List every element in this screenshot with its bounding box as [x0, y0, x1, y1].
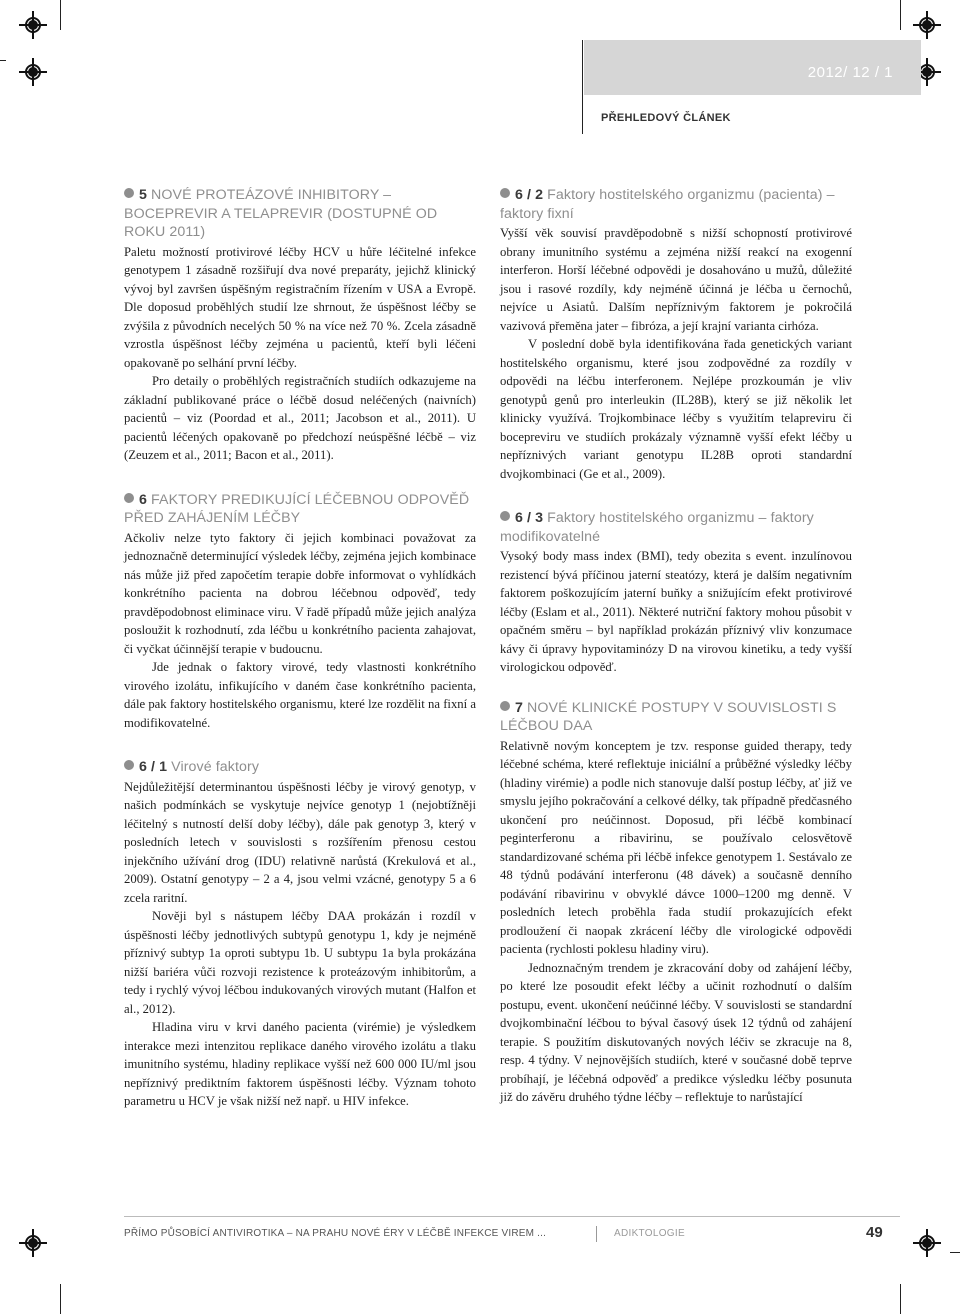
- bullet-icon: [500, 188, 510, 198]
- paragraph: Hladina viru v krvi daného pacienta (virémie) je výsledkem interakce mezi intenzitou replikace daného virového izolátu a tlaku imunitního systému, hladiny replikace vyšší než 600 000 IU/ml jsou nepříznivý prediktním faktorem úspěšnosti léčby. Význam tohoto parametru u HCV je však nižší než např. u HIV infekce.: [124, 1020, 476, 1108]
- section-title: Faktory hostitelského organizmu (pacienta) – faktory fixní: [500, 187, 835, 222]
- registration-mark-right-lower: [913, 1229, 941, 1257]
- crop-mark: [950, 1252, 960, 1253]
- section-label: PŘEHLEDOVÝ ČLÁNEK: [601, 112, 731, 124]
- section-title: NOVÉ KLINICKÉ POSTUPY V SOUVISLOSTI S LÉČBOU DAA: [500, 699, 837, 734]
- section-title: NOVÉ PROTEÁZOVÉ INHIBITORY – BOCEPREVIR A TELAPREVIR (DOSTUPNÉ OD ROKU 2011): [124, 187, 438, 240]
- paragraph: Pro detaily o proběhlých registračních studiích odkazujeme na základní publikované práce o léčbě dosud neléčených (naivních) pacientů – viz (Poordad et al., 2011; Jacobson et al., 2011). U pacientů léčených opakovaně po předchozí neúspěšné léčbě – viz (Zeuzem et al., 2011; Bacon et al., 2011).: [124, 374, 476, 462]
- crop-mark: [582, 40, 583, 134]
- section-title: FAKTORY PREDIKUJÍCÍ LÉČEBNOU ODPOVĚĎ PŘED ZAHÁJENÍM LÉČBY: [124, 491, 470, 526]
- registration-mark-left-lower: [19, 1229, 47, 1257]
- section-7: [500, 699, 852, 1107]
- section-number: 6 / 1: [139, 759, 168, 775]
- page-number: 49: [866, 1224, 883, 1241]
- crop-mark: [900, 1284, 901, 1314]
- section-title: Virové faktory: [171, 759, 260, 775]
- subsection-heading: [124, 758, 476, 777]
- paragraph: Relativně novým konceptem je tzv. response guided therapy, tedy léčebné schéma, které reflektuje iniciální a průběžné výsledky léčby (hladiny virémie) a podle nich stanovuje další postup léčby, ať již ve smyslu jejího pokračování a celkové délky, tak případně předčasného ukončení pro neúčinnost. Doposud, při léčbě kombinací peginterferonu a ribavirinu, se používalo celosvětově standardizované schéma při léčbě infekce genotypem 1. Sestávalo ze 48 týdnů podávání interferonu (48 dávek) a současně denního podávání ribavirinu v obvyklé dávce 1000–1200 mg denně. V posledních letech proběhla řada studií prokazujících efekt prodloužení či naopak zkrácení léčby dle virologické odpovědi pacienta (rychlosti poklesu hladiny viru).: [500, 738, 852, 956]
- paragraph: Vyšší věk souvisí pravděpodobně s nižší schopností protivirové obrany imunitního systému a zejména nižší reakcí na exogenní interferon. Horší léčebné odpovědi je dosahováno u mužů, důležité jsou i rasové rozdíly, kdy nejméně účinná je léčba u černochů, nejvíce u Asiatů. Dalším nepříznivým faktorem je pokročilá vazivová přeměna jater – fibróza, a její krajní varianta cirhóza.: [500, 226, 852, 333]
- section-5: [124, 186, 476, 465]
- paragraph: Jednoznačným trendem je zkracování doby od zahájení léčby, po které lze posoudit efekt léčby a učinit rozhodnutí o dalším postupu, event. ukončení neúčinné léčby. V souvislosti se standardní dvojkombinační léčbou to býval časový úsek 12 týdnů od zahájení terapie. S použitím diskutovaných nových léčiv se zkracuje na 8, resp. 4 týdny. V nejnovějších studiích, které v současné době teprve probíhají, je léčebná odpověď a predikce výsledku léčby posunuta již do závěru druhého týdne léčby – reflektuje to narůstající: [500, 960, 852, 1104]
- bullet-icon: [124, 760, 134, 770]
- issue-number: 2012/ 12 / 1: [807, 64, 893, 81]
- section-number: 6 / 3: [515, 510, 544, 526]
- footer-divider: [124, 1216, 900, 1217]
- bullet-icon: [124, 493, 134, 503]
- paragraph: Vysoký body mass index (BMI), tedy obezita s event. inzulínovou rezistencí bývá příčinou jaterní steatózy, která je dalším negativním faktorem poškozujícím jaterní buňky a snižujícím efekt protivirové léčby (Eslam et al., 2011). Některé nutriční faktory mohou působit v opačném směru – byl například prokázán příznivý vliv konzumace kávy či úpravy hypovitaminózy D na virovou kinetiku, a tedy vyšší virologickou odpověď.: [500, 549, 852, 674]
- paragraph: Ačkoliv nelze tyto faktory či jejich kombinaci považovat za jednoznačně determinující výsledek léčby, zejména jejich kombinace nás může již před započetím terapie dobře informovat o vyhlídkách konkrétního pacienta na dobrou léčebnou odpověď, tedy pravděpodobnost eliminace viru. V řadě případů může jejich analýza posloužit k rozhodnutí, zda léčbu u konkrétního pacienta zahajovat, či vyčkat účinnější terapie v budoucnu.: [124, 530, 476, 656]
- paragraph: V poslední době byla identifikována řada genetických variant hostitelského organismu, které jsou zodpovědné za rozdíly v odpovědi na léčbu interferonem. Nejlépe prozkoumán je vliv genotypů genů pro interleukin (IL28B), který se již několik let klinicky využívá. Trojkombinace léčby s využitím telapreviru či bocepreviru ve studiích prokázaly významně vyšší efekt léčby u nepříznivých variant genotypu IL28B oproti standardní dvojkombinaci (Ge et al., 2009).: [500, 337, 852, 481]
- section-6-2: [500, 186, 852, 483]
- paragraph: Jde jednak o faktory virové, tedy vlastnosti konkrétního virového izolátu, infikujícího v daném čase konkrétního pacienta, dále pak faktory hostitelského organismu, které lze rozdělit na fixní a modifikovatelné.: [124, 660, 476, 730]
- paragraph: Nověji byl s nástupem léčby DAA prokázán i rozdíl v úspěšnosti léčby jednotlivých subtypů genotypu 1, kdy je nejméně příznivý subtyp 1a oproti subtypu 1b. U subtypu 1a byla prokázána nižší bariéra vůči rozvoji rezistence k proteázovým inhibitorům, a tedy i rychlý vývoj léčbou indukovaných virových mutant (Halfon et al., 2012).: [124, 909, 476, 1016]
- registration-mark-top-left: [19, 11, 47, 39]
- section-6-3: [500, 509, 852, 677]
- section-heading: [124, 186, 476, 242]
- crop-mark: [60, 0, 61, 30]
- section-number: 5: [139, 187, 147, 203]
- left-column: [124, 186, 476, 1131]
- section-number: 6: [139, 491, 147, 508]
- footer-separator: [596, 1226, 597, 1242]
- bullet-icon: [500, 701, 510, 711]
- section-number: 6 / 2: [515, 187, 544, 203]
- section-heading: [124, 491, 476, 528]
- bullet-icon: [124, 188, 134, 198]
- issue-header-bar: [584, 40, 921, 95]
- subsection-heading: [500, 509, 852, 546]
- section-number: 7: [515, 699, 523, 716]
- bullet-icon: [500, 511, 510, 521]
- crop-mark: [60, 1284, 61, 1314]
- crop-mark: [900, 0, 901, 30]
- running-title: PŘÍMO PŮSOBÍCÍ ANTIVIROTIKA – NA PRAHU NOVÉ ÉRY V LÉČBĚ INFEKCE VIREM ...: [124, 1228, 547, 1239]
- registration-mark-top-right: [913, 11, 941, 39]
- right-column: [500, 186, 852, 1127]
- crop-mark: [0, 60, 6, 61]
- registration-mark-left-upper: [19, 58, 47, 86]
- section-heading: [500, 699, 852, 736]
- section-title: Faktory hostitelského organizmu – faktory modifikovatelné: [500, 510, 814, 545]
- journal-name: ADIKTOLOGIE: [614, 1228, 685, 1239]
- paragraph: Nejdůležitější determinantou úspěšnosti léčby je virový genotyp, v našich podmínkách se vyskytuje nejvíce genotyp 1 (nejobtížněji léčitelný s nutností delší doby léčby), dále pak genotyp 3, který v posledních letech v souvislosti s rozšířením přenosu cestou injekčního užívání drog (IDU) relativně narůstá (Krekulová et al., 2009). Ostatní genotypy – 2 a 4, jsou velmi vzácné, genotypy 5 a 6 zcela raritní.: [124, 779, 476, 905]
- section-6: [124, 491, 476, 733]
- subsection-heading: [500, 186, 852, 223]
- paragraph: Paletu možností protivirové léčby HCV u hůře léčitelné infekce genotypem 1 zásadně rozšiřují dva nové preparáty, jejichž klinický vývoj byl završen úspěšným registračním řízením v USA a Evropě. Dle doposud proběhlých studií lze shrnout, že úspěšnost léčby se zvýšila z původních necelých 50 % na více než 70 %. Zcela zásadně vzrostla úspěšnost léčby zejména u pacientů, kteří byli léčeni opakovaně po selhání první léčby.: [124, 244, 476, 370]
- section-6-1: [124, 758, 476, 1111]
